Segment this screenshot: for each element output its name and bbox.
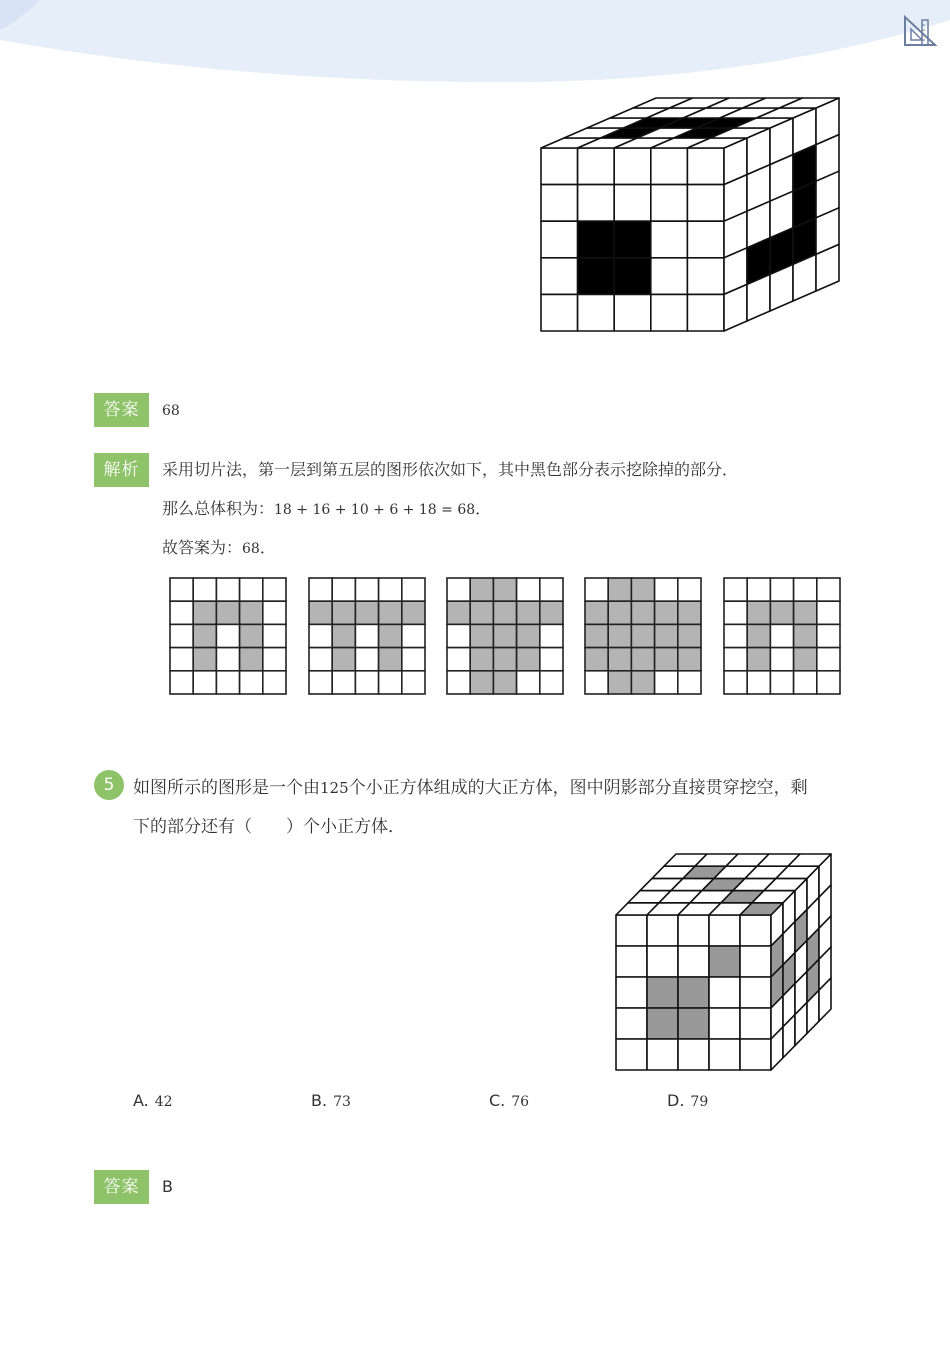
cube-front-cell (614, 258, 651, 295)
layer-1-cell (240, 578, 263, 601)
layer-4-cell (608, 578, 631, 601)
cube-front-cell (678, 977, 709, 1008)
layer-5-cell (794, 578, 817, 601)
cube-front-cell (709, 946, 740, 977)
layer-2-cell (379, 624, 402, 647)
layer-3-cell (540, 578, 563, 601)
layer-5-cell (770, 624, 793, 647)
option-c-label: C. (489, 1091, 506, 1110)
layer-1-cell (240, 671, 263, 694)
layer-5-cell (724, 671, 747, 694)
cube-front-cell (651, 258, 688, 295)
option-d[interactable] (667, 1090, 708, 1113)
answer-value: 68 (162, 403, 180, 419)
cube-front-cell (647, 946, 678, 977)
layer-3-cell (540, 671, 563, 694)
layer-2-cell (309, 578, 332, 601)
analysis-line-2-end: ． (475, 499, 492, 518)
layer-5-cell (747, 578, 770, 601)
option-a-label: A. (133, 1091, 149, 1110)
layer-1-cell (193, 648, 216, 671)
option-c-value: 76 (511, 1094, 530, 1110)
cube-front-cell (541, 221, 578, 258)
layer-1-cell (193, 601, 216, 624)
layer-3-cell (447, 671, 470, 694)
analysis-line-3-end: ． (259, 538, 276, 557)
layer-1-cell (170, 624, 193, 647)
layer-2-cell (402, 648, 425, 671)
layer-1-cell (216, 624, 239, 647)
cube-front-cell (647, 915, 678, 946)
layer-2-cell (402, 671, 425, 694)
cube-front-cell (614, 148, 651, 185)
cube-front-cell (578, 221, 615, 258)
layer-1-cell (263, 671, 286, 694)
cube-front-cell (614, 185, 651, 222)
layer-2-cell (355, 578, 378, 601)
layer-2-cell (379, 671, 402, 694)
layer-5-cell (747, 648, 770, 671)
layer-3-cell (493, 671, 516, 694)
layer-5-cell (817, 648, 840, 671)
layer-4-cell (678, 671, 701, 694)
layer-3-cell (470, 624, 493, 647)
layer-2-cell (355, 648, 378, 671)
layer-3-cell (447, 601, 470, 624)
layer-4-cell (678, 624, 701, 647)
question-line-2: 下的部分还有（ ）个小正方体． (133, 817, 405, 837)
cube-front-cell (614, 221, 651, 258)
cube-front-cell (541, 185, 578, 222)
layer-3-cell (470, 648, 493, 671)
layer-3-cell (447, 578, 470, 601)
cube-front-cell (614, 294, 651, 331)
layer-2-cell (332, 601, 355, 624)
layer-3-cell (447, 624, 470, 647)
layer-5-cell (747, 624, 770, 647)
cube-front-cell (578, 294, 615, 331)
layer-1-cell (263, 624, 286, 647)
layer-1-cell (193, 671, 216, 694)
layer-3-cell (517, 578, 540, 601)
layer-3-cell (517, 601, 540, 624)
layer-2-cell (309, 624, 332, 647)
layer-1-cell (263, 601, 286, 624)
layer-4-cell (655, 671, 678, 694)
layer-2-cell (355, 671, 378, 694)
layer-1-cell (216, 671, 239, 694)
layer-4-cell (631, 671, 654, 694)
layer-5-cell (794, 601, 817, 624)
layer-5-cell (817, 601, 840, 624)
cube-front-cell (647, 1008, 678, 1039)
layer-4-cell (585, 601, 608, 624)
cube-front-cell (616, 1008, 647, 1039)
header-band (0, 0, 950, 90)
layer-5-cell (817, 671, 840, 694)
layer-5-cell (724, 578, 747, 601)
layer-2-cell (355, 601, 378, 624)
layer-5-cell (747, 671, 770, 694)
layer-1-cell (193, 624, 216, 647)
layer-4-cell (631, 624, 654, 647)
option-a-value: 42 (154, 1094, 173, 1110)
layer-1-cell (170, 578, 193, 601)
cube-front-cell (687, 258, 724, 295)
layer-4-cell (585, 648, 608, 671)
layer-1-cell (216, 648, 239, 671)
question-line-1-b: 个小正方体组成的大正方体，图中阴影部分直接贯穿挖空，剩 (348, 778, 808, 798)
layer-2-cell (379, 601, 402, 624)
layer-3-cell (517, 624, 540, 647)
layer-2-cell (332, 648, 355, 671)
layer-5-cell (724, 648, 747, 671)
layer-5-cell (770, 671, 793, 694)
cube-count: 125 (320, 779, 349, 797)
layer-4-cell (678, 648, 701, 671)
layer-3-cell (517, 648, 540, 671)
layer-4-cell (631, 601, 654, 624)
layer-4-cell (585, 624, 608, 647)
cube-front-cell (616, 915, 647, 946)
cube-front-cell (651, 294, 688, 331)
option-d-label: D. (667, 1091, 685, 1110)
layer-4-cell (631, 578, 654, 601)
cube-front-cell (740, 1039, 771, 1070)
volume-equation: 18 + 16 + 10 + 6 + 18 = 68 (274, 502, 476, 518)
analysis-line-3 (162, 537, 276, 560)
layer-4-cell (655, 648, 678, 671)
layer-1-cell (263, 578, 286, 601)
cube-front-cell (678, 1008, 709, 1039)
layer-5-cell (794, 648, 817, 671)
option-b-label: B. (311, 1091, 328, 1110)
layer-4-cell (655, 578, 678, 601)
layer-5-cell (724, 624, 747, 647)
cube-figure-shaded (605, 845, 845, 1080)
layer-5-cell (817, 624, 840, 647)
layer-2-cell (402, 624, 425, 647)
layer-3-cell (540, 624, 563, 647)
layer-4-cell (608, 601, 631, 624)
answer-value-q5: B (162, 1177, 173, 1196)
layer-5-cell (794, 671, 817, 694)
layer-5-cell (770, 601, 793, 624)
layer-3-cell (493, 648, 516, 671)
layer-4-cell (655, 624, 678, 647)
layer-3-cell (493, 578, 516, 601)
cube-front-cell (541, 258, 578, 295)
layer-3-cell (540, 648, 563, 671)
set-square-ruler-logo-icon (902, 14, 938, 48)
layer-3-cell (540, 601, 563, 624)
layer-1-cell (170, 671, 193, 694)
layer-2-cell (309, 648, 332, 671)
cube-front-cell (678, 946, 709, 977)
layer-2-cell (402, 578, 425, 601)
answer-tag-q5: 答案 (94, 1170, 149, 1204)
analysis-line-1: 采用切片法，第一层到第五层的图形依次如下，其中黑色部分表示挖除掉的部分． (162, 460, 739, 479)
layer-4-cell (631, 648, 654, 671)
cube-front-cell (709, 977, 740, 1008)
cube-front-cell (651, 148, 688, 185)
analysis-line-2 (162, 498, 491, 521)
layer-2-cell (379, 648, 402, 671)
cube-front-cell (616, 977, 647, 1008)
cube-front-cell (709, 1008, 740, 1039)
cube-front-cell (541, 148, 578, 185)
cube-front-cell (578, 258, 615, 295)
layer-grids (160, 570, 850, 700)
layer-3-cell (470, 578, 493, 601)
cube-front-cell (647, 977, 678, 1008)
question-number-badge: 5 (94, 770, 124, 800)
layer-5-cell (817, 578, 840, 601)
layer-1-cell (240, 648, 263, 671)
layer-1-cell (263, 648, 286, 671)
layer-4-cell (608, 648, 631, 671)
layer-3-cell (517, 671, 540, 694)
final-answer-value: 68 (242, 541, 260, 557)
layer-1-cell (170, 648, 193, 671)
cube-front-cell (709, 1039, 740, 1070)
layer-4-cell (655, 601, 678, 624)
layer-1-cell (193, 578, 216, 601)
cube-front-cell (678, 915, 709, 946)
cube-front-cell (616, 1039, 647, 1070)
option-b-value: 73 (333, 1094, 351, 1110)
cube-front-cell (578, 148, 615, 185)
cube-figure-excavated (530, 90, 850, 340)
layer-2-cell (332, 624, 355, 647)
layer-2-cell (402, 601, 425, 624)
cube-front-cell (740, 1008, 771, 1039)
cube-front-cell (709, 915, 740, 946)
cube-front-cell (541, 294, 578, 331)
layer-4-cell (678, 601, 701, 624)
layer-2-cell (355, 624, 378, 647)
layer-4-cell (585, 671, 608, 694)
analysis-tag: 解析 (94, 453, 149, 487)
layer-3-cell (470, 671, 493, 694)
layer-2-cell (379, 578, 402, 601)
layer-5-cell (770, 578, 793, 601)
cube-front-cell (651, 185, 688, 222)
option-a[interactable] (133, 1090, 173, 1113)
cube-front-cell (740, 977, 771, 1008)
layer-3-cell (493, 624, 516, 647)
layer-3-cell (447, 648, 470, 671)
cube-front-cell (740, 946, 771, 977)
cube-front-cell (616, 946, 647, 977)
question-line-1 (133, 776, 808, 800)
layer-2-cell (309, 601, 332, 624)
layer-1-cell (216, 578, 239, 601)
layer-5-cell (724, 601, 747, 624)
layer-4-cell (608, 671, 631, 694)
layer-1-cell (240, 624, 263, 647)
layer-4-cell (585, 578, 608, 601)
option-b[interactable] (311, 1090, 351, 1113)
layer-1-cell (170, 601, 193, 624)
cube-front-cell (687, 185, 724, 222)
layer-2-cell (332, 578, 355, 601)
layer-3-cell (470, 601, 493, 624)
layer-2-cell (332, 671, 355, 694)
option-d-value: 79 (690, 1094, 709, 1110)
cube-front-cell (651, 221, 688, 258)
layer-5-cell (747, 601, 770, 624)
answer-tag: 答案 (94, 393, 149, 427)
layer-2-cell (309, 671, 332, 694)
cube-front-cell (687, 294, 724, 331)
cube-front-cell (647, 1039, 678, 1070)
analysis-line-3-text: 故答案为： (162, 538, 243, 557)
layer-5-cell (770, 648, 793, 671)
layer-1-cell (216, 601, 239, 624)
cube-front-cell (578, 185, 615, 222)
cube-front-cell (687, 221, 724, 258)
layer-4-cell (608, 624, 631, 647)
cube-front-cell (740, 915, 771, 946)
layer-5-cell (794, 624, 817, 647)
cube-front-cell (678, 1039, 709, 1070)
layer-1-cell (240, 601, 263, 624)
analysis-line-2-text: 那么总体积为： (162, 499, 275, 518)
layer-3-cell (493, 601, 516, 624)
question-line-1-a: 如图所示的图形是一个由 (133, 778, 320, 798)
cube-front-cell (687, 148, 724, 185)
option-c[interactable] (489, 1090, 529, 1113)
layer-4-cell (678, 578, 701, 601)
